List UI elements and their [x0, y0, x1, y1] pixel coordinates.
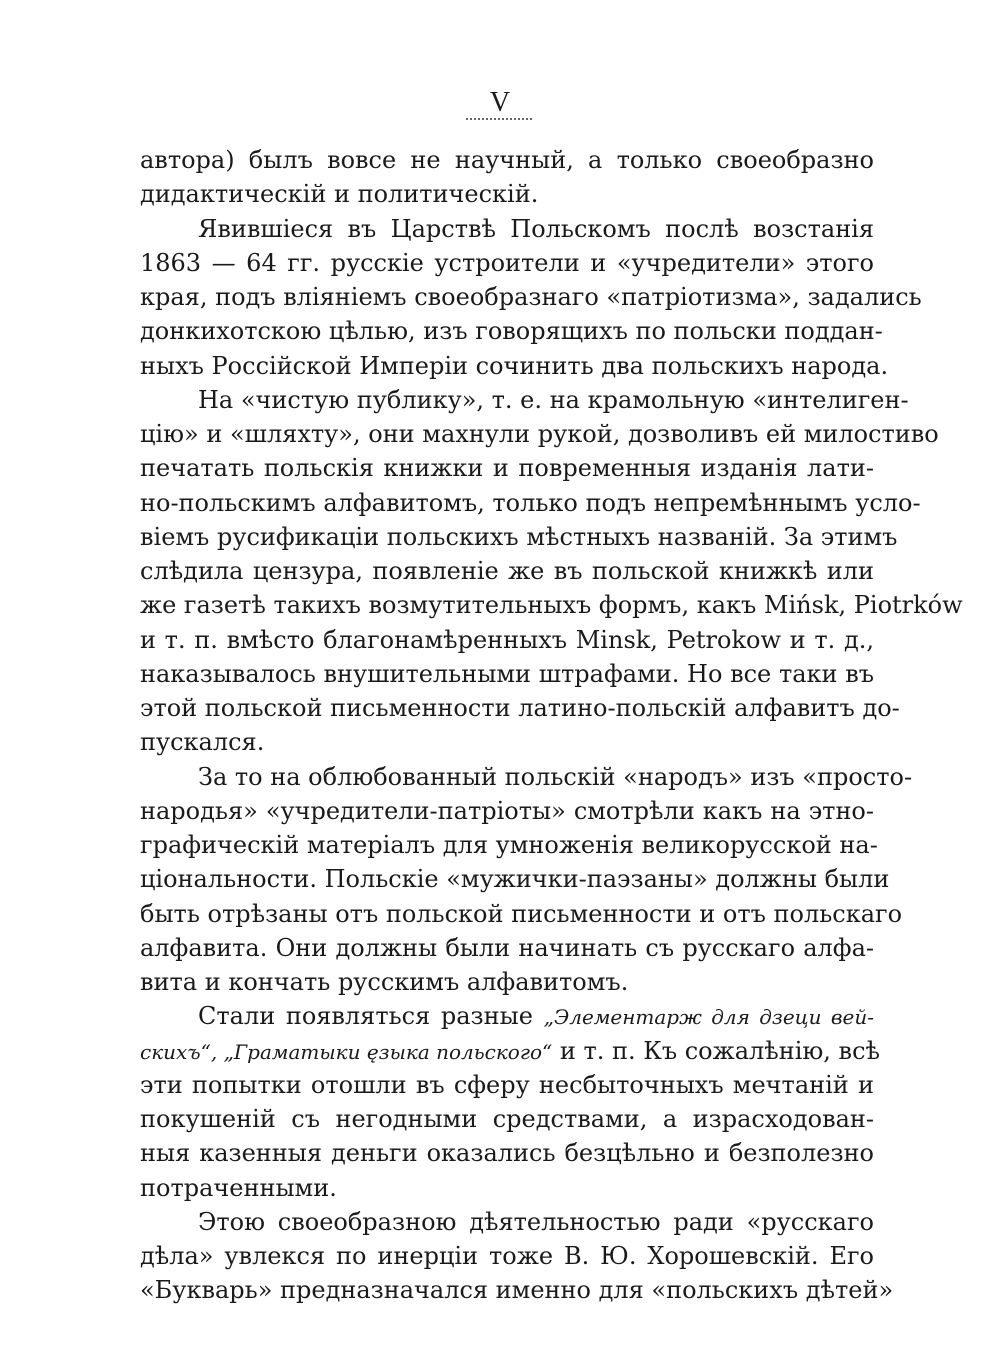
text-line	[140, 691, 900, 725]
text-line	[140, 725, 874, 759]
text-segment: автора) былъ вовсе не научный, а только своеобразно	[140, 146, 874, 174]
text-line	[140, 280, 922, 314]
text-line	[140, 486, 921, 520]
text-line	[140, 1239, 874, 1273]
text-line	[140, 1205, 874, 1239]
text-segment: Стали появляться разные	[198, 1002, 544, 1031]
page-number-rule	[466, 118, 532, 120]
text-segment: донкихотскою цѣлью, изъ говорящихъ по польски поддан-	[140, 317, 883, 346]
text-segment: На «чистую публику», т. е. на крамольную «интелиген-	[198, 385, 909, 414]
text-segment: этой польской письменности латино-польскій алфавитъ до-	[140, 694, 900, 722]
text-line	[140, 212, 874, 246]
text-segment: печатать польскія книжки и повременныя изданія лати-	[140, 454, 874, 483]
text-segment: «Букварь» предназначался именно для «польскихъ дѣтей»	[140, 1276, 894, 1305]
text-line	[140, 451, 874, 485]
text-segment: покушеній съ негодными средствами, а израсходован-	[140, 1105, 874, 1133]
text-line	[140, 999, 874, 1033]
text-line	[140, 760, 913, 794]
text-line	[140, 177, 874, 211]
text-line	[140, 862, 890, 896]
italic-text-segment: скихъ“, „Граматыки ęзыка польского“	[140, 1039, 553, 1064]
text-line	[140, 1034, 880, 1068]
italic-text-segment: „Элементарж для дзеци вей-	[543, 1005, 874, 1030]
text-line	[140, 588, 963, 622]
text-line	[140, 623, 874, 657]
text-segment: наказывалось внушительными штрафами. Но все таки въ	[140, 659, 874, 688]
text-segment: Явившіеся въ Царствѣ Польскомъ послѣ возстанія	[198, 214, 874, 243]
text-line	[140, 520, 898, 554]
text-line	[140, 349, 889, 383]
text-segment: Этою своеобразною дѣятельностью ради «русскаго	[198, 1207, 874, 1236]
text-segment: графическій матеріалъ для умноженія великорусской на-	[140, 831, 878, 859]
text-line	[140, 897, 903, 931]
text-segment: За то на облюбованный польскій «народъ» изъ «просто-	[198, 762, 913, 791]
text-line	[140, 417, 939, 451]
text-line	[140, 965, 874, 999]
text-segment: ныя казенныя деньги оказались безцѣльно и безполезно	[140, 1139, 874, 1168]
text-segment: цію» и «шляхту», они махнули рукой, дозволивъ ей милостиво	[140, 420, 939, 448]
page-number: V	[489, 87, 511, 118]
text-segment: дѣла» увлекся по инерціи тоже В. Ю. Хорошевскій. Его	[140, 1242, 874, 1270]
text-line	[140, 931, 874, 965]
text-segment: слѣдила цензура, появленіе же въ польской книжкѣ или	[140, 557, 874, 585]
text-line	[140, 554, 874, 588]
text-segment: віемъ русификаціи польскихъ мѣстныхъ названій. За этимъ	[140, 522, 898, 551]
text-line	[140, 314, 883, 348]
text-line	[140, 143, 874, 177]
text-segment: ныхъ Россійской Имперіи сочинить два польскихъ народа.	[140, 351, 889, 380]
text-segment: же газетѣ такихъ возмутительныхъ формъ, какъ Mińsk, Piotrków	[140, 591, 963, 620]
body-text	[140, 143, 963, 1308]
text-segment: 1863 — 64 гг. русскіе устроители и «учредители» этого	[140, 248, 874, 277]
text-segment: быть отрѣзаны отъ польской письменности и отъ польскаго	[140, 899, 903, 928]
text-line	[140, 383, 909, 417]
text-line	[140, 246, 874, 280]
text-line	[140, 1068, 874, 1102]
text-line	[140, 1171, 874, 1205]
text-line	[140, 1102, 874, 1136]
text-segment: но-польскимъ алфавитомъ, только подъ непремѣннымъ усло-	[140, 488, 921, 517]
text-line	[140, 794, 874, 828]
text-segment: народья» «учредители-патріоты» смотрѣли какъ на этно-	[140, 796, 874, 825]
text-segment: дидактическій и политическій.	[140, 180, 539, 209]
text-segment: и т. п. Къ сожалѣнію, всѣ	[552, 1036, 880, 1065]
text-segment: потраченными.	[140, 1173, 337, 1202]
text-segment: края, подъ вліяніемъ своеобразнаго «патріотизма», задались	[140, 283, 922, 311]
text-segment: ціональности. Польскіе «мужички-паэзаны» должны были	[140, 865, 890, 894]
text-segment: пускался.	[140, 728, 265, 757]
text-segment: алфавита. Они должны были начинать съ русскаго алфа-	[140, 933, 874, 962]
text-segment: вита и кончать русскимъ алфавитомъ.	[140, 968, 629, 996]
text-line	[140, 1273, 894, 1307]
text-segment: эти попытки отошли въ сферу несбыточныхъ мечтаній и	[140, 1070, 874, 1099]
text-line	[140, 828, 878, 862]
text-segment: и т. п. вмѣсто благонамѣренныхъ Minsk, Petrokow и т. д.,	[140, 625, 874, 654]
text-line	[140, 1136, 874, 1170]
text-line	[140, 657, 874, 691]
